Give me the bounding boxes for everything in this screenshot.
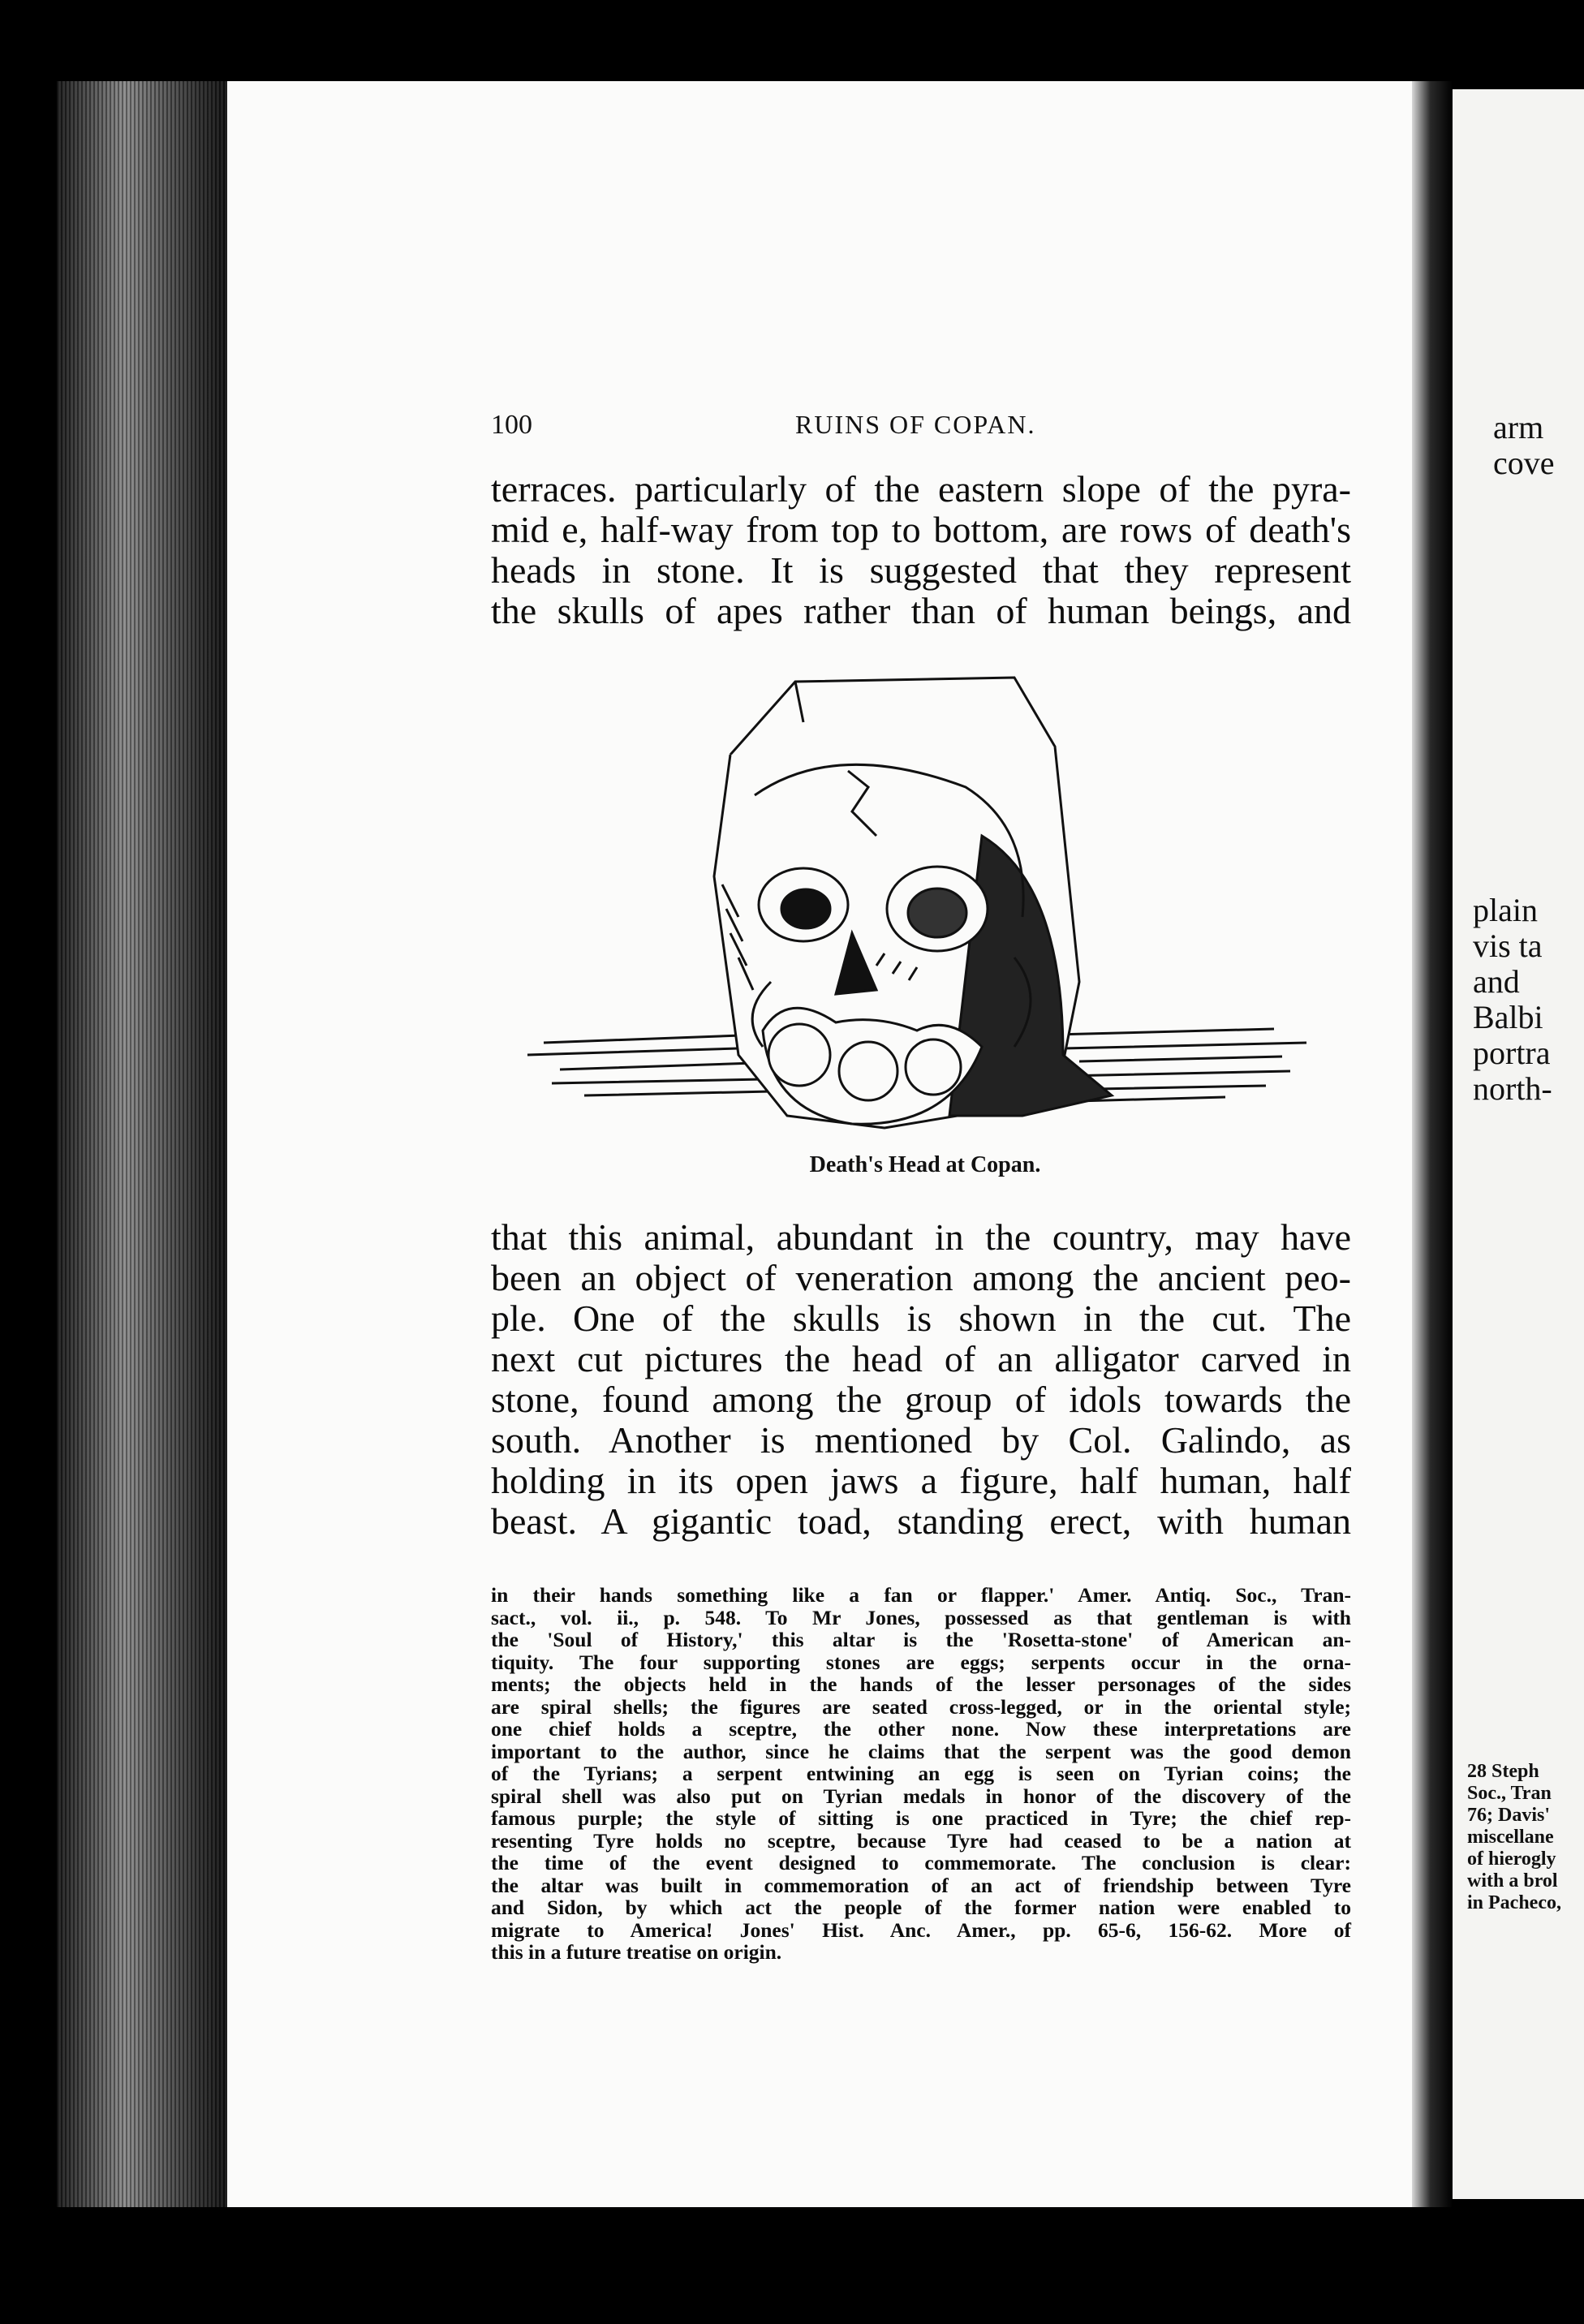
fragment-line: 28 Steph (1467, 1761, 1539, 1782)
fragment-line: in Pacheco, (1467, 1892, 1561, 1913)
text-line: the skulls of apes rather than of human beings, and (491, 590, 1351, 631)
fragment-line: 76; Davis' (1467, 1805, 1550, 1826)
footnote-line: and Sidon, by which act the people of the former nation were enabled to (491, 1896, 1351, 1919)
footnote-line: sact., vol. ii., p. 548. To Mr Jones, possessed as that gentleman is with (491, 1605, 1351, 1629)
fragment-line: cove (1493, 445, 1555, 481)
footnote-line: one chief holds a sceptre, the other none. Now these interpretations are (491, 1717, 1351, 1741)
text-line: mid e, half-way from top to bottom, are rows of death's (491, 509, 1351, 550)
text-line: terraces. particularly of the eastern slope of the pyra- (491, 468, 1351, 510)
footnote-line: the 'Soul of History,' this altar is the 'Rosetta-stone' of American an- (491, 1628, 1351, 1651)
fragment-line: plain (1473, 892, 1538, 928)
lower-paragraph (491, 1217, 1351, 1542)
figure-caption: Death's Head at Copan. (809, 1152, 1041, 1177)
footnote-line: spiral shell was also put on Tyrian medals in honor of the discovery of the (491, 1784, 1351, 1808)
top-paragraph (491, 469, 1351, 631)
facing-page-top-text (1493, 410, 1555, 481)
text-line: that this animal, abundant in the country, may have (491, 1216, 1351, 1258)
scan-border-bottom (0, 2207, 1584, 2324)
fragment-line: vis ta (1473, 927, 1543, 964)
scan-border-top (0, 0, 1584, 81)
text-line: been an object of veneration among the ancient peo- (491, 1257, 1351, 1298)
fragment-line: arm (1493, 409, 1544, 445)
footnote-line: the altar was built in commemoration of an act of friendship between Tyre (491, 1873, 1351, 1897)
footnote-line: resenting Tyre holds no sceptre, because Tyre had ceased to be a nation at (491, 1828, 1351, 1853)
facing-page-mid-text (1473, 893, 1552, 1107)
footnote-line: ments; the objects held in the hands of the lesser personages of the sides (491, 1672, 1351, 1696)
fragment-line: north- (1473, 1070, 1552, 1107)
footnote-line: the time of the event designed to commemorate. The conclusion is clear: (491, 1851, 1351, 1874)
deaths-head-illustration (495, 674, 1355, 1152)
footnote-line: famous purple; the style of sitting is one practiced in Tyre; the chief rep- (491, 1806, 1351, 1830)
page-number: 100 (491, 410, 532, 440)
footnote-line: migrate to America! Jones' Hist. Anc. Amer., pp. 65-6, 156-62. More of (491, 1917, 1351, 1942)
fragment-line: Soc., Tran (1467, 1783, 1552, 1804)
running-title: RUINS OF COPAN. (795, 410, 1036, 439)
facing-page-fragment (1453, 89, 1584, 2199)
fragment-line: of hierogly (1467, 1848, 1556, 1870)
facing-page-footnote (1467, 1761, 1561, 1914)
text-line: beast. A gigantic toad, standing erect, with human (491, 1500, 1351, 1542)
fragment-line: portra (1473, 1035, 1551, 1071)
skull-engraving (495, 674, 1355, 1152)
text-line: stone, found among the group of idols towards the (491, 1379, 1351, 1420)
text-line: ple. One of the skulls is shown in the cut. The (491, 1298, 1351, 1339)
book-page (227, 81, 1412, 2207)
running-head (227, 410, 1412, 442)
footnote-line: important to the author, since he claims that the serpent was the good demon (491, 1739, 1351, 1763)
footnote-line: this in a future treatise on origin. (491, 1940, 782, 1964)
footnote-line: are spiral shells; the figures are seated cross-legged, or in the oriental style; (491, 1694, 1351, 1719)
text-line: south. Another is mentioned by Col. Galindo, as (491, 1419, 1351, 1461)
footnote-line: of the Tyrians; a serpent entwining an egg is seen on Tyrian coins; the (491, 1762, 1351, 1785)
fragment-line: miscellane (1467, 1827, 1554, 1848)
fragment-line: with a brol (1467, 1870, 1558, 1891)
book-gutter (1412, 81, 1453, 2207)
footnote-block (491, 1584, 1351, 1964)
fragment-line: Balbi (1473, 999, 1543, 1035)
footnote-line: in their hands something like a fan or flapper.' Amer. Antiq. Soc., Tran- (491, 1583, 1351, 1607)
fragment-line: and (1473, 963, 1520, 1000)
text-line: holding in its open jaws a figure, half human, half (491, 1460, 1351, 1501)
text-line: heads in stone. It is suggested that they represent (491, 549, 1351, 591)
footnote-line: tiquity. The four supporting stones are eggs; serpents occur in the orna- (491, 1650, 1351, 1674)
book-page-edges (57, 81, 227, 2215)
text-line: next cut pictures the head of an alligator carved in (491, 1338, 1351, 1379)
